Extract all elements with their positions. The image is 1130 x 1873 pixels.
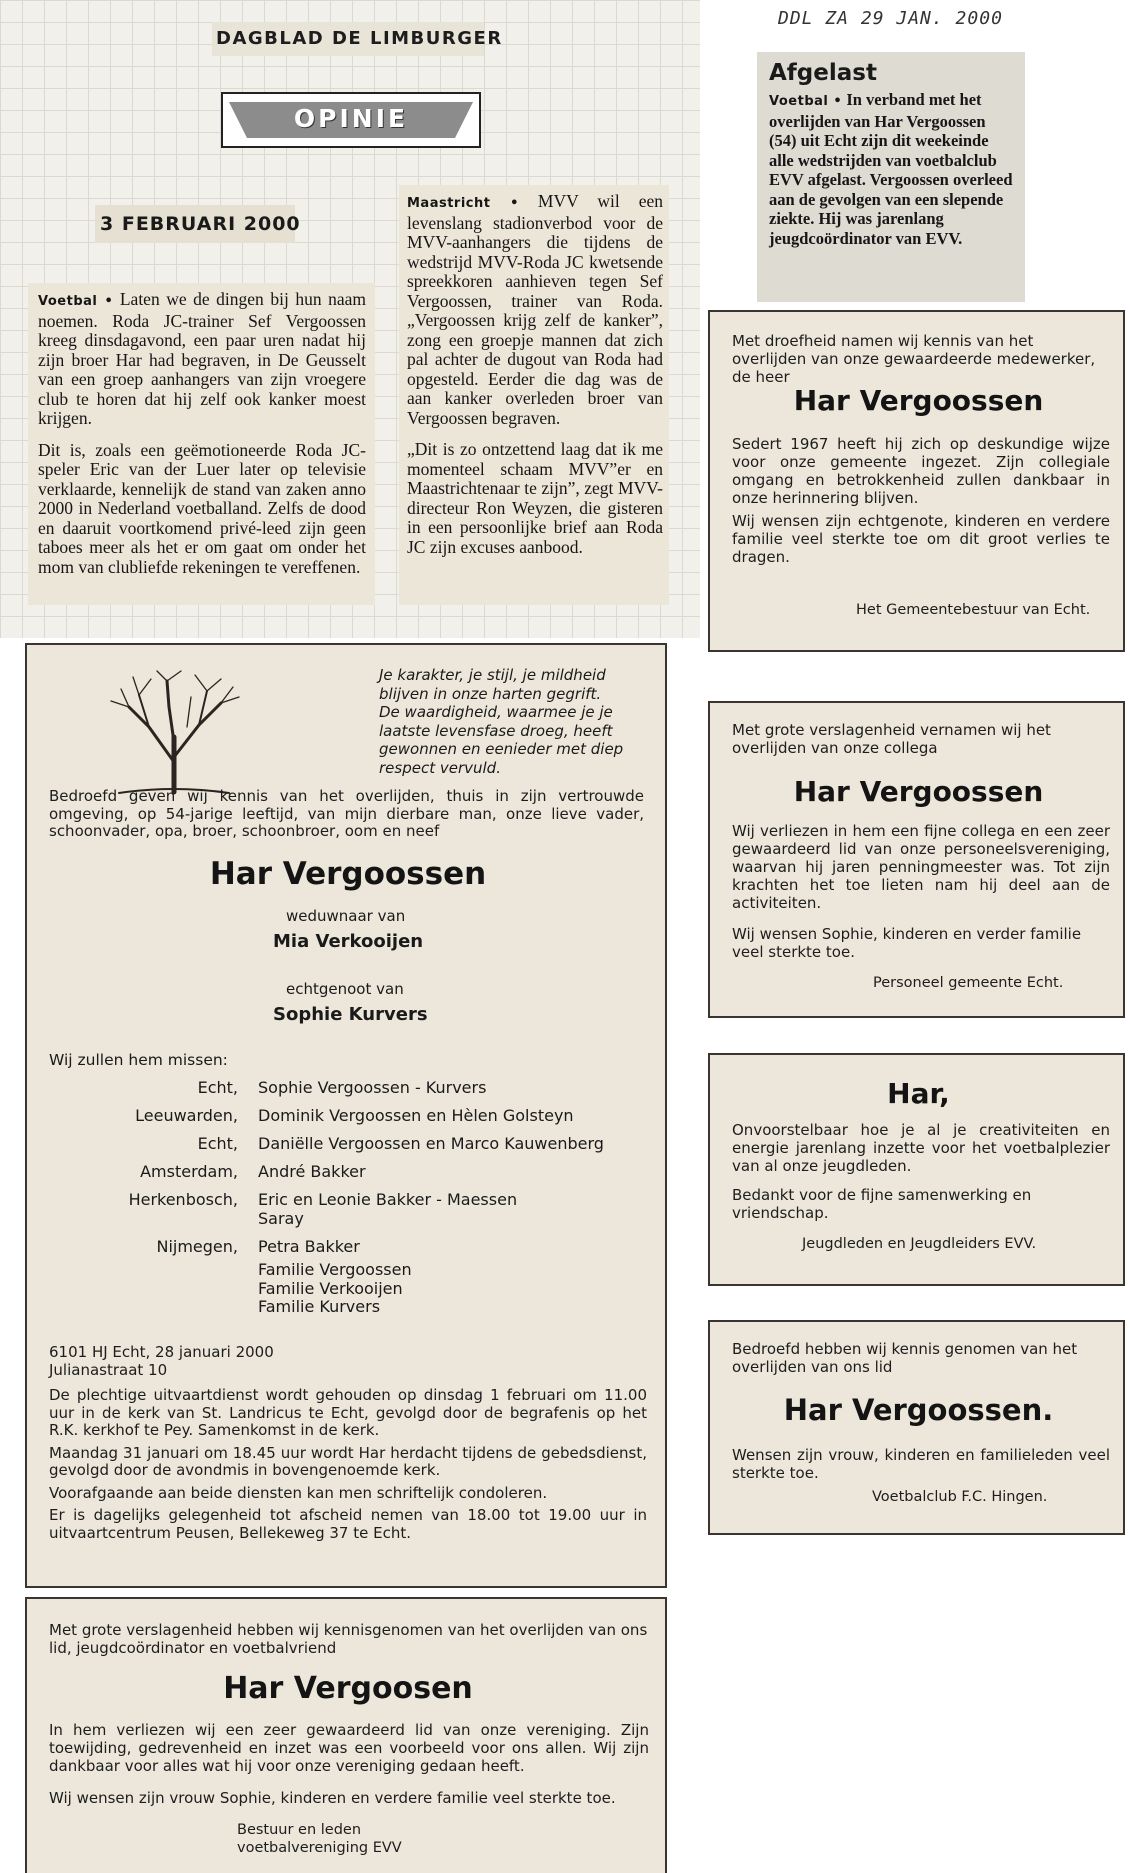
evv-signature-line-2: voetbalvereniging EVV xyxy=(237,1840,402,1856)
column-right-p2: „Dit is zo ontzettend laag dat ik me momenteel schaam MVV”er en Maastrichtenaar te zijn”, zegt MVV-directeur Ron Weyzen, die gisteren in een persoonlijke brief aan Roda JC zijn excuses aanbood. xyxy=(407,439,663,557)
poem: Je karakter, je stijl, je mildheid blijven in onze harten gegrift. De waardigheid, waarmee je je laatste levensfase droeg, heeft gewonnen en eenieder met diep respect vervuld. xyxy=(379,666,624,777)
clipping-title: Afgelast xyxy=(769,60,877,86)
relatives-list xyxy=(27,1079,669,1266)
hingen-paragraph-1: Wensen zijn vrouw, kinderen en familieleden veel sterkte toe. xyxy=(732,1446,1110,1482)
tree-illustration xyxy=(99,667,249,797)
relative-row xyxy=(27,1191,669,1210)
evv-paragraph-2: Wij wensen zijn vrouw Sophie, kinderen en verdere familie veel sterkte toe. xyxy=(49,1789,616,1807)
memorial-info: Maandag 31 januari om 18.45 uur wordt Har herdacht tijdens de gebedsdienst, gevolgd door de avondmis in bovengenoemde kerk. xyxy=(49,1443,647,1479)
family-line: Familie Verkooijen xyxy=(258,1278,403,1298)
jeugd-signature: Jeugdleden en Jeugdleiders EVV. xyxy=(802,1236,1037,1252)
gemeente-paragraph-1: Sedert 1967 heeft hij zich op deskundige wijze voor onze gemeente ingezet. Zijn collegiale omgang en betrokkenheid zullen dankbaar in onze herinnering blijven. xyxy=(732,435,1110,507)
collega-deceased-name: Har Vergoossen xyxy=(793,775,1044,808)
spouse-name: Sophie Kurvers xyxy=(273,1004,428,1025)
family-line: Familie Vergoossen xyxy=(258,1260,412,1279)
relative-names: Eric en Leonie Bakker - Maessen xyxy=(258,1190,518,1209)
collega-paragraph-1: Wij verliezen in hem een fijne collega en een zeer gewaardeerd lid van onze personeelsvereniging, waarvan hij jaren penningmeester was. Tot zijn krachten het toe lieten nam hij deel aan de activiteiten. xyxy=(732,822,1110,912)
funeral-details xyxy=(49,1387,647,1542)
evv-deceased-name: Har Vergoosen xyxy=(223,1671,473,1706)
widower-of-name: Mia Verkooijen xyxy=(273,931,424,952)
relative-row xyxy=(27,1163,669,1191)
evv-signature-line-1: Bestuur en leden xyxy=(237,1822,362,1838)
collega-signature: Personeel gemeente Echt. xyxy=(873,975,1064,991)
collega-paragraph-2: Wij wensen Sophie, kinderen en verder familie veel sterkte toe. xyxy=(732,925,1082,961)
address-block xyxy=(49,1343,649,1379)
jeugd-paragraph-1: Onvoorstelbaar hoe je al je creativiteiten en energie jarenlang inzette voor het voetbalplezier van al onze jeugdleden. xyxy=(732,1121,1110,1175)
hingen-signature: Voetbalclub F.C. Hingen. xyxy=(872,1489,1048,1505)
collega-notice xyxy=(708,701,1125,1018)
evv-intro: Met grote verslagenheid hebben wij kennisgenomen van het overlijden van ons lid, jeugdcoördinator en voetbalvriend xyxy=(49,1621,648,1657)
date-label: 3 FEBRUARI 2000 xyxy=(100,213,301,235)
relative-row xyxy=(27,1107,669,1135)
gemeente-paragraph-2: Wij wensen zijn echtgenote, kinderen en verdere familie veel sterkte toe om dit groot verlies te dragen. xyxy=(732,512,1110,566)
spouse-label: echtgenoot van xyxy=(286,980,404,998)
evv-notice xyxy=(25,1597,667,1873)
jeugd-name: Har, xyxy=(887,1077,950,1110)
address-line-2: Julianastraat 10 xyxy=(49,1361,168,1379)
widower-label: weduwnaar van xyxy=(286,907,406,925)
handwritten-note: DDL ZA 29 JAN. 2000 xyxy=(778,8,1003,29)
miss-line: Wij zullen hem missen: xyxy=(49,1051,228,1069)
gemeente-intro: Met droefheid namen wij kennis van het overlijden van onze gewaardeerde medewerker, de heer xyxy=(732,332,1096,386)
column-left-p2: Dit is, zoals een geëmotioneerde Roda JC-speler Eric van der Luer later op televisie verklaarde, kennelijk de stand van zaken anno 2000 in Nederland voetballand. Zelfs de dood en daaruit voortkomend privé-leed zijn geen taboes meer als het er om gaat om onder het mom van clubliefde rekeningen te vereffenen. xyxy=(38,439,366,577)
jeugd-notice xyxy=(708,1053,1125,1286)
opinion-clipping xyxy=(0,0,700,638)
hingen-notice xyxy=(708,1320,1125,1535)
condole-info: Voorafgaande aan beide diensten kan men schriftelijk condoleren. xyxy=(49,1483,548,1502)
relative-names: Petra Bakker xyxy=(258,1237,360,1256)
relative-place xyxy=(27,1210,258,1238)
relative-place: Nijmegen, xyxy=(156,1237,238,1256)
address-line-1: 6101 HJ Echt, 28 januari 2000 xyxy=(49,1343,274,1361)
column-lead-voetbal: Voetbal • xyxy=(38,294,114,309)
relative-row xyxy=(27,1210,669,1238)
farewell-info: Er is dagelijks gelegenheid tot afscheid nemen van 18.00 tot 19.00 uur in uitvaartcentrum Peusen, Bellekeweg 37 te Echt. xyxy=(49,1506,647,1542)
opinion-column-right xyxy=(399,185,669,605)
jeugd-paragraph-2: Bedankt voor de fijne samenwerking en vriendschap. xyxy=(732,1186,1032,1222)
family-death-notice xyxy=(25,643,667,1588)
clipping-body: In verband met het overlijden van Har Vergoossen (54) uit Echt zijn dit weekeinde alle wedstrijden van voetbalclub EVV afgelast. Vergoossen overleed aan de gevolgen van een slepende ziekte. Hij was jarenlang jeugdcoördinator van EVV. xyxy=(769,90,1013,248)
relative-place: Leeuwarden, xyxy=(135,1106,238,1125)
service-info: De plechtige uitvaartdienst wordt gehouden op dinsdag 1 februari om 11.00 uur in de kerk van St. Landricus te Echt, gevolgd door de begrafenis op het R.K. kerkhof te Pey. Samenkomst in de kerk. xyxy=(49,1386,647,1439)
relative-names: Daniëlle Vergoossen en Marco Kauwenberg xyxy=(258,1134,604,1153)
column-right-p1: MVV wil een levenslang stadionverbod voor de MVV-aanhangers die tijdens de wedstrijd MVV-Roda JC kwetsende spreekkoren aanhieven tegen Sef Vergoossen, trainer van Roda. „Vergoossen krijg zelf de kanker”, zong een groepje mannen dat zich pal achter de dugout van Roda had opgesteld. Eerder die dag was de aan kanker overleden broer van Vergoossen begraven. xyxy=(407,191,664,428)
relative-names: Dominik Vergoossen en Hèlen Golsteyn xyxy=(258,1106,574,1125)
clipping-body-wrap xyxy=(769,90,1013,248)
relative-place: Echt, xyxy=(197,1134,238,1153)
gemeente-signature: Het Gemeentebestuur van Echt. xyxy=(856,602,1091,618)
section-banner xyxy=(221,92,481,148)
relative-place: Amsterdam, xyxy=(140,1162,238,1181)
relative-place: Echt, xyxy=(197,1078,238,1097)
evv-signature xyxy=(237,1821,402,1857)
collega-intro: Met grote verslagenheid vernamen wij het overlijden van onze collega xyxy=(732,721,1051,757)
evv-paragraph-1: In hem verliezen wij een zeer gewaardeerd lid van onze vereniging. Zijn toewijding, gedrevenheid en inzet was een voorbeeld voor ons allen. Wij zijn dankbaar voor alles wat hij voor onze vereniging gedaan heeft. xyxy=(49,1721,649,1775)
section-title: OPINIE xyxy=(293,104,409,133)
gemeente-notice xyxy=(708,310,1125,652)
opinion-column-left xyxy=(28,283,375,605)
deceased-name: Har Vergoossen xyxy=(209,856,487,892)
relative-row xyxy=(27,1079,669,1107)
relative-place: Herkenbosch, xyxy=(128,1190,238,1209)
relative-row xyxy=(27,1135,669,1163)
newspaper-name: DAGBLAD DE LIMBURGER xyxy=(216,28,503,49)
relative-names: André Bakker xyxy=(258,1162,366,1181)
family-intro: Bedroefd geven wij kennis van het overlijden, thuis in zijn vertrouwde omgeving, op 54-jarige leeftijd, van mijn dierbare man, onze lieve vader, schoonvader, opa, broer, schoonbroer, oom en neef xyxy=(49,787,644,840)
relative-names: Saray xyxy=(258,1209,304,1228)
column-lead-maastricht: Maastricht • xyxy=(407,196,519,211)
hingen-deceased-name: Har Vergoossen. xyxy=(783,1393,1054,1427)
relative-names: Sophie Vergoossen - Kurvers xyxy=(258,1078,487,1097)
afgelast-clipping xyxy=(757,52,1025,302)
clipping-lead: Voetbal • xyxy=(769,94,843,109)
column-left-p1: Laten we de dingen bij hun naam noemen. Roda JC-trainer Sef Vergoossen kreeg dinsdagavond, een paar uren nadat hij zijn broer Har had begraven, in De Geusselt van een groep aanhangers van zijn vroegere club te horen dat hij zelf ook kanker moest krijgen. xyxy=(38,289,366,428)
gemeente-deceased-name: Har Vergoossen xyxy=(793,384,1044,417)
families-list xyxy=(258,1261,412,1317)
family-line: Familie Kurvers xyxy=(258,1297,381,1316)
hingen-intro: Bedroefd hebben wij kennis genomen van het overlijden van ons lid xyxy=(732,1340,1078,1376)
